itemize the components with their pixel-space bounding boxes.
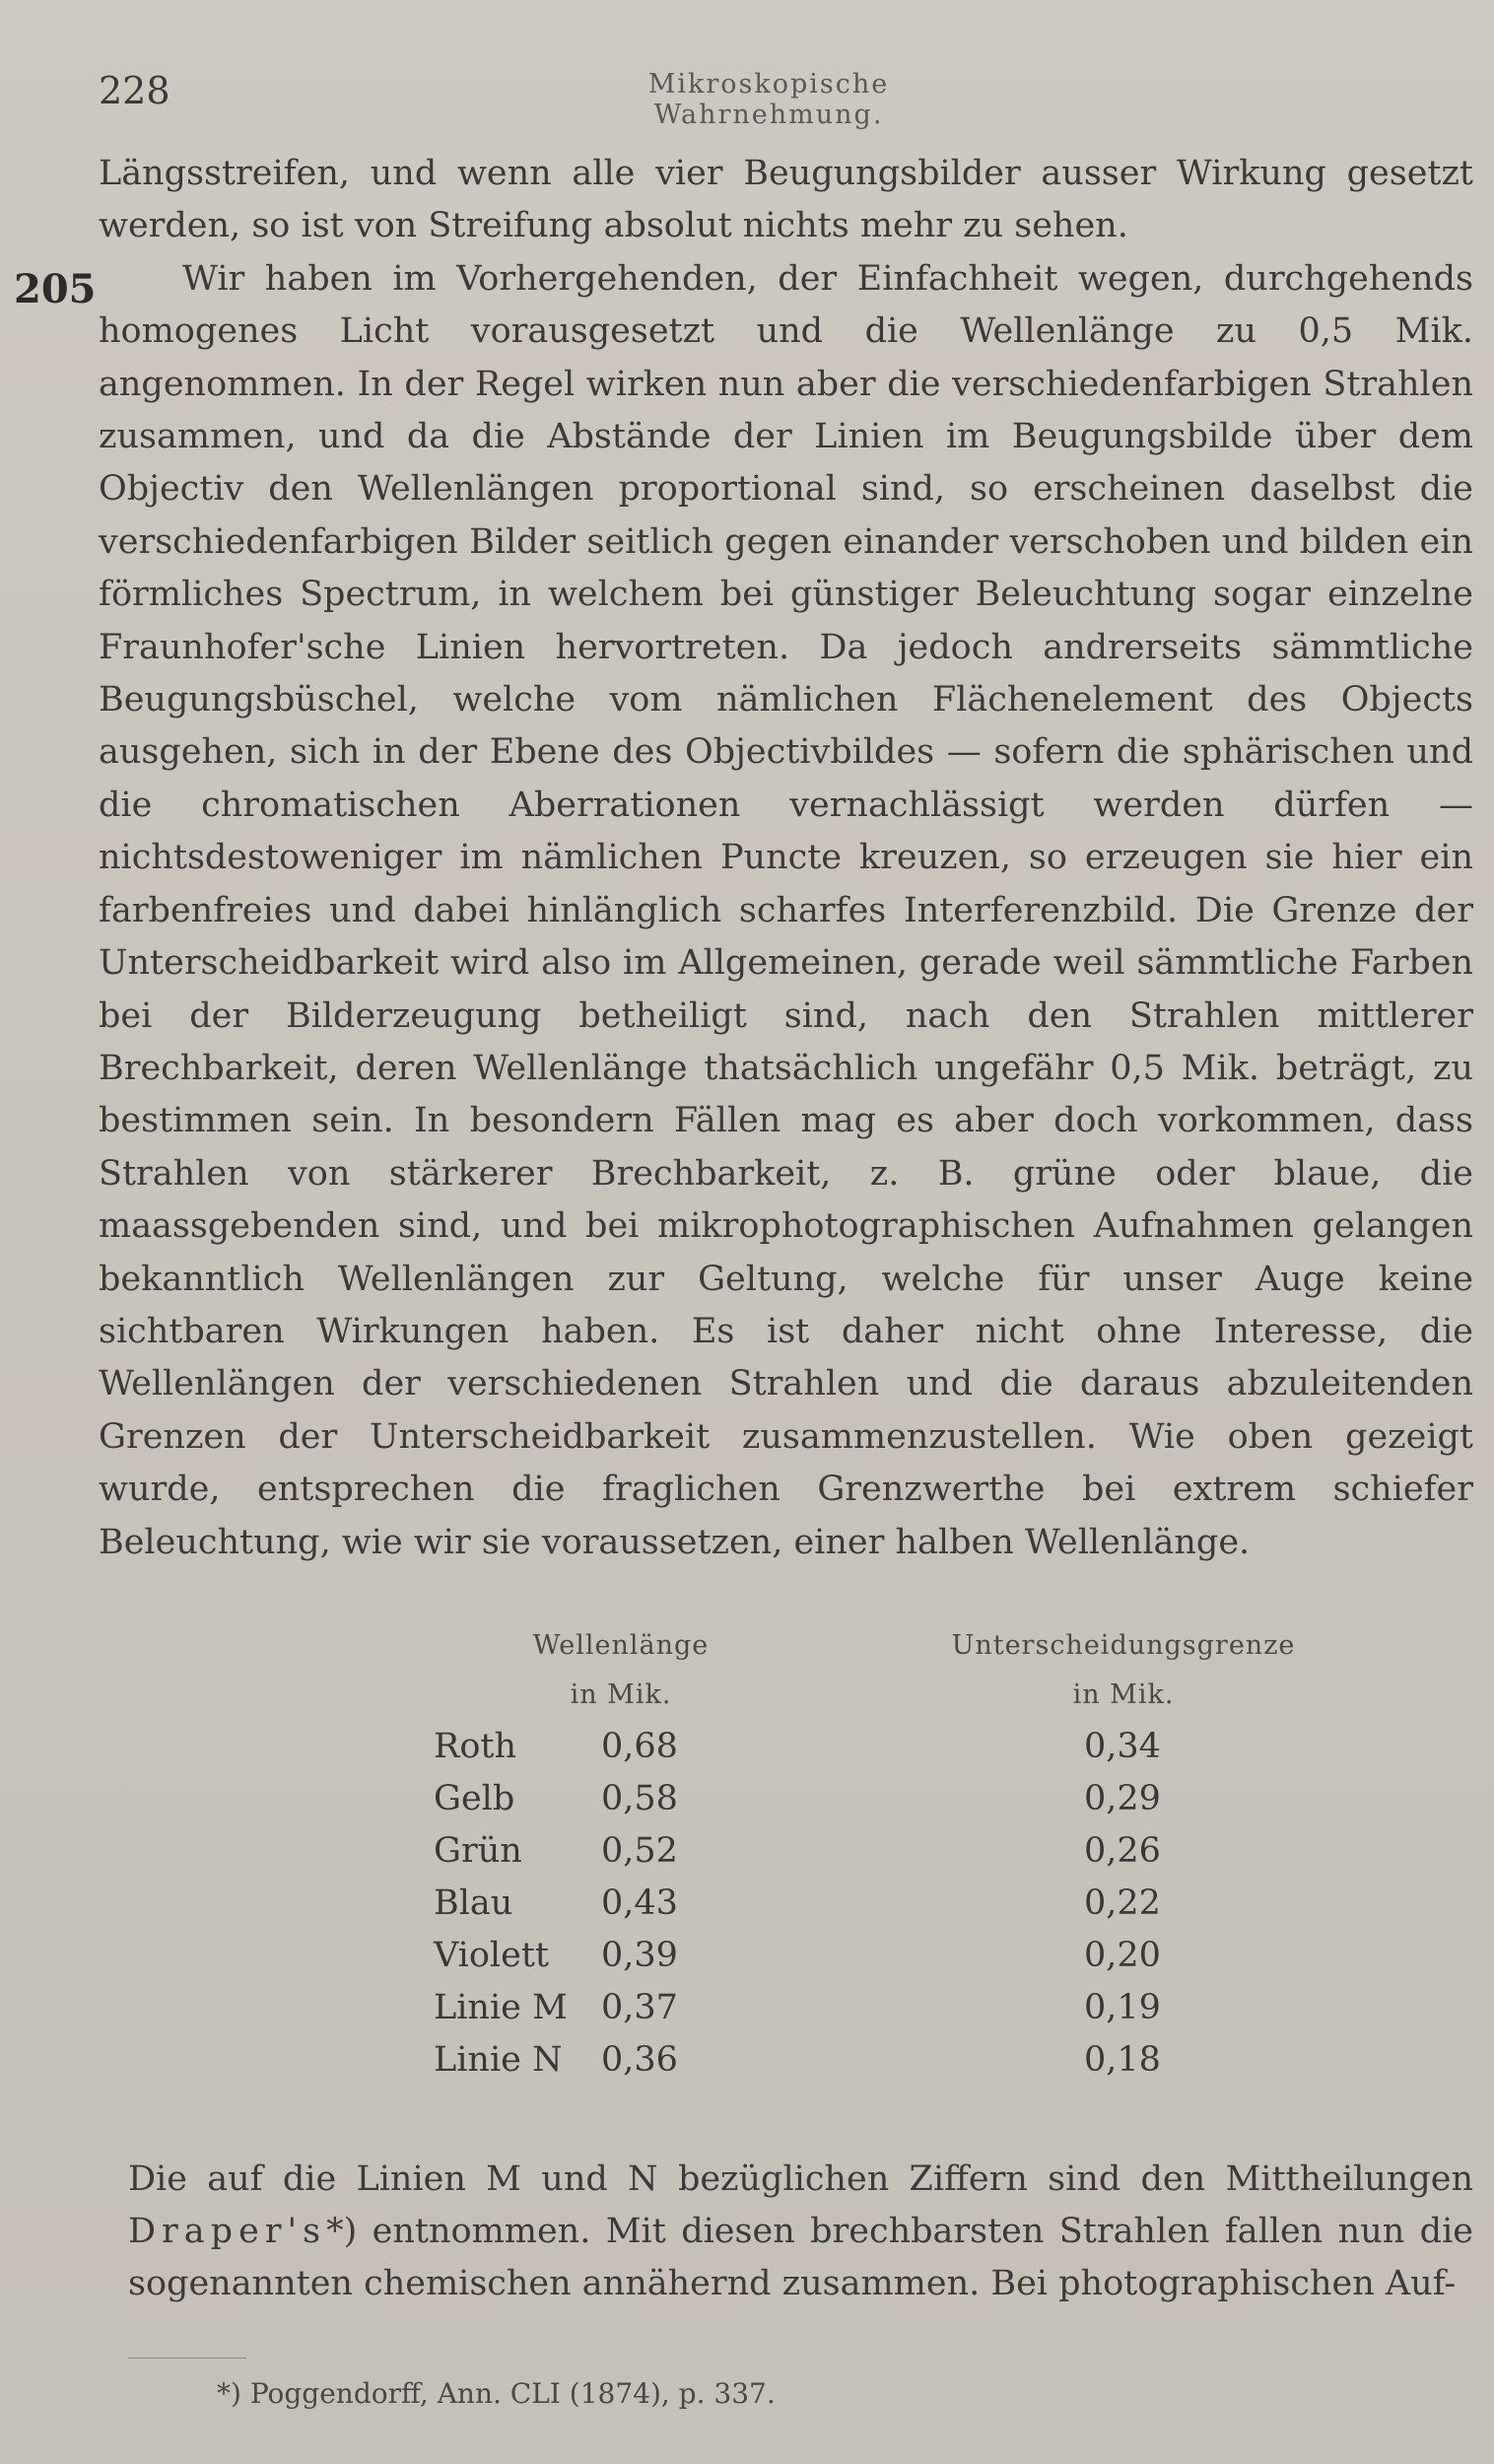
row-color-name: Blau (434, 1883, 513, 1923)
row-limit: 0,18 (1084, 2040, 1161, 2080)
limit-header-line1: Unterscheidungsgrenze (951, 1630, 1296, 1661)
body-text (99, 148, 1473, 1569)
row-wavelength: 0,68 (601, 1727, 678, 1766)
row-limit: 0,26 (1084, 1831, 1161, 1871)
row-color-name: Violett (434, 1936, 549, 1975)
row-color-name: Grün (434, 1831, 522, 1871)
margin-section-number: 205 (14, 266, 97, 312)
row-wavelength: 0,52 (601, 1831, 678, 1871)
table-row (0, 1727, 1494, 1779)
table-row (0, 1988, 1494, 2040)
row-wavelength: 0,58 (601, 1779, 678, 1818)
table-row (0, 1883, 1494, 1936)
row-limit: 0,29 (1084, 1779, 1161, 1818)
page-header (99, 69, 1380, 130)
paragraph-after-table (128, 2154, 1473, 2310)
row-color-name: Linie M (434, 1988, 568, 2027)
wavelength-header-line2: in Mik. (570, 1679, 672, 1710)
table-row (0, 1936, 1494, 1988)
row-color-name: Linie N (434, 2040, 563, 2080)
paragraph3-part1: Die auf die Linien M und N bezüglichen Ziffern sind den Mittheilungen (128, 2159, 1473, 2199)
running-title: Mikroskopische Wahrnehmung. (647, 69, 890, 130)
limit-column-header (926, 1621, 1321, 1720)
row-wavelength: 0,39 (601, 1936, 678, 1975)
row-limit: 0,20 (1084, 1936, 1161, 1975)
page-number: 228 (99, 69, 170, 112)
row-limit: 0,19 (1084, 1988, 1161, 2027)
row-limit: 0,22 (1084, 1883, 1161, 1923)
table-header (0, 1621, 1494, 1720)
wavelength-column-header (512, 1621, 729, 1720)
table-row (0, 2040, 1494, 2092)
row-wavelength: 0,37 (601, 1988, 678, 2027)
row-wavelength: 0,43 (601, 1883, 678, 1923)
wavelength-header-line1: Wellenlänge (532, 1630, 710, 1661)
footnote: *) Poggendorff, Ann. CLI (1874), p. 337. (217, 2377, 776, 2410)
row-color-name: Roth (434, 1727, 517, 1766)
row-limit: 0,34 (1084, 1727, 1161, 1766)
paragraph-continuation: Längsstreifen, und wenn alle vier Beugungsbilder ausser Wirkung gesetzt werden, so ist von Streifung absolut nichts mehr zu sehen. (99, 154, 1473, 246)
paragraph-main: Wir haben im Vorhergehenden, der Einfachheit wegen, durchgehends homogenes Licht vorausgesetzt und die Wellenlänge zu 0,5 Mik. angenommen. In der Regel wirken nun aber die verschiedenfarbigen Strahlen zusammen, und da die Abstände der Linien im Beugungsbilde über dem Objectiv den Wellenlängen proportional sind, so erscheinen daselbst die verschiedenfarbigen Bilder seitlich gegen einander verschoben und bilden ein förmliches Spectrum, in welchem bei günstiger Beleuchtung sogar einzelne Fraunhofer'sche Linien hervortreten. Da jedoch andrerseits sämmtliche Beugungsbüschel, welche vom nämlichen Flächenelement des Objects ausgehen, sich in der Ebene des Objectivbildes — sofern die sphärischen und die chromatischen Aberrationen vernachlässigt werden dürfen — nichtsdestoweniger im nämlichen Puncte kreuzen, so erzeugen sie hier ein farbenfreies und dabei hinlänglich scharfes Interferenzbild. Die Grenze der Unterscheidbarkeit wird also im Allgemeinen, gerade weil sämmtliche Farben bei der Bilderzeugung betheiligt sind, nach den Strahlen mittlerer Brechbarkeit, deren Wellenlänge thatsächlich ungefähr 0,5 Mik. beträgt, zu bestimmen sein. In besondern Fällen mag es aber doch vorkommen, dass Strahlen von stärkerer Brechbarkeit, z. B. grüne oder blaue, die maassgebenden sind, und bei mikrophotographischen Aufnahmen gelangen bekanntlich Wellenlängen zur Geltung, welche für unser Auge keine sichtbaren Wirkungen haben. Es ist daher nicht ohne Interesse, die Wellenlängen der verschiedenen Strahlen und die daraus abzuleitenden Grenzen der Unterscheidbarkeit zusammenzustellen. Wie oben gezeigt wurde, entsprechen die fraglichen Grenzwerthe bei extrem schiefer Beleuchtung, wie wir sie voraussetzen, einer halben Wellenlänge. (99, 258, 1473, 1562)
author-name: Draper's (128, 2212, 327, 2251)
paragraph3-part2: *) entnommen. Mit diesen brechbarsten Strahlen fallen nun die sogenannten chemischen annähernd zusammen. Bei photographischen Auf- (128, 2212, 1473, 2303)
table-row (0, 1779, 1494, 1831)
row-color-name: Gelb (434, 1779, 515, 1818)
limit-header-line2: in Mik. (1072, 1679, 1175, 1710)
row-wavelength: 0,36 (601, 2040, 678, 2080)
footnote-divider (128, 2358, 246, 2359)
table-row (0, 1831, 1494, 1883)
